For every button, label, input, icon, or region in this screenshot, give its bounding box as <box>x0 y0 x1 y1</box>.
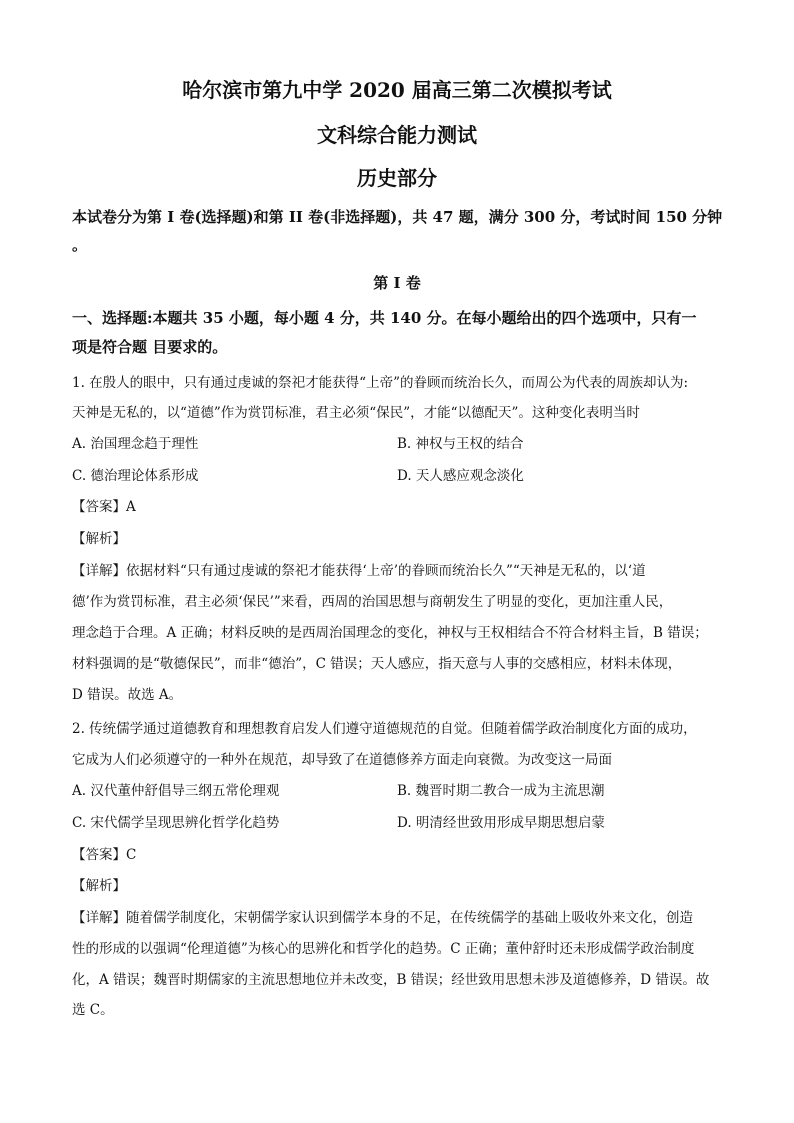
exam-subtitle: 文科综合能力测试 <box>317 123 477 147</box>
q2-analysis-label: 【解析】 <box>72 878 126 894</box>
q1-stem-line-2: 天神是无私的，以“道德”作为赏罚标准，君主必须“保民”，才能“以德配天”。这种变化表明当时 <box>72 405 640 421</box>
q2-answer: 【答案】C <box>72 847 137 863</box>
q1-analysis-label: 【解析】 <box>72 531 126 547</box>
q1-detail-line-5: D 错误。故选 A。 <box>72 687 183 703</box>
q1-option-c: C. 德治理论体系形成 <box>72 468 199 484</box>
volume-title: 第 I 卷 <box>373 274 421 292</box>
section-line-2: 项是符合题 目要求的。 <box>72 338 228 356</box>
intro-line-2: 。 <box>72 236 88 254</box>
q1-detail-line-4: 材料强调的是“敬德保民”，而非“德治”，C 错误；天人感应，指天意与人事的交感相应，材料未体现， <box>72 656 682 672</box>
q1-detail-line-2: 德’作为赏罚标准，君主必须‘保民’”来看，西周的治国思想与商朝发生了明显的变化，更加注重人民， <box>72 594 673 610</box>
part-title: 历史部分 <box>357 166 437 190</box>
q2-option-c: C. 宋代儒学呈现思辨化哲学化趋势 <box>72 815 280 831</box>
q2-detail-line-1: 【详解】随着儒学制度化，宋朝儒学家认识到儒学本身的不足，在传统儒学的基础上吸收外来文化，创造 <box>72 910 693 926</box>
q2-option-b: B. 魏晋时期二教合一成为主流思潮 <box>397 783 605 799</box>
q2-stem-line-1: 2. 传统儒学通过道德教育和理想教育启发人们遵守道德规范的自觉。但随着儒学政治制度化方面的成功， <box>72 721 697 737</box>
q2-detail-line-4: 选 C。 <box>72 1002 114 1018</box>
section-line-1: 一、选择题:本题共 35 小题，每小题 4 分，共 140 分。在每小题给出的四个选项中，只有一 <box>72 309 697 327</box>
q1-option-d: D. 天人感应观念淡化 <box>397 468 524 484</box>
intro-line-1: 本试卷分为第 I 卷(选择题)和第 II 卷(非选择题)，共 47 题，满分 300 分，考试时间 150 分钟 <box>72 208 723 226</box>
q1-option-b: B. 神权与王权的结合 <box>397 436 524 452</box>
q1-stem-line-1: 1. 在殷人的眼中，只有通过虔诚的祭祀才能获得“上帝”的眷顾而统治长久，而周公为代表的周族却认为: <box>72 375 689 391</box>
q2-stem-line-2: 它成为人们必须遵守的一种外在规范，却导致了在道德修养方面走向衰微。为改变这一局面 <box>72 752 612 768</box>
q1-option-a: A. 治国理念趋于理性 <box>72 436 199 452</box>
q2-option-a: A. 汉代董仲舒倡导三纲五常伦理观 <box>72 783 280 799</box>
exam-title: 哈尔滨市第九中学 2020 届高三第二次模拟考试 <box>182 78 612 102</box>
q2-detail-line-2: 性的形成的以强调“伦理道德”为核心的思辨化和哲学化的趋势。C 正确；董仲舒时还未形成儒学政治制度 <box>72 941 695 957</box>
q2-option-d: D. 明清经世致用形成早期思想启蒙 <box>397 815 605 831</box>
q1-answer: 【答案】A <box>72 499 136 515</box>
q2-detail-line-3: 化，A 错误；魏晋时期儒家的主流思想地位并未改变，B 错误；经世致用思想未涉及道德修养，D 错误。故 <box>72 972 710 988</box>
q1-detail-line-3: 理念趋于合理。A 正确；材料反映的是西周治国理念的变化，神权与王权相结合不符合材料主旨，B 错误； <box>72 625 708 641</box>
q1-detail-line-1: 【详解】依据材料“只有通过虔诚的祭祀才能获得‘上帝’的眷顾而统治长久”“天神是无私的，以‘道 <box>72 563 646 579</box>
